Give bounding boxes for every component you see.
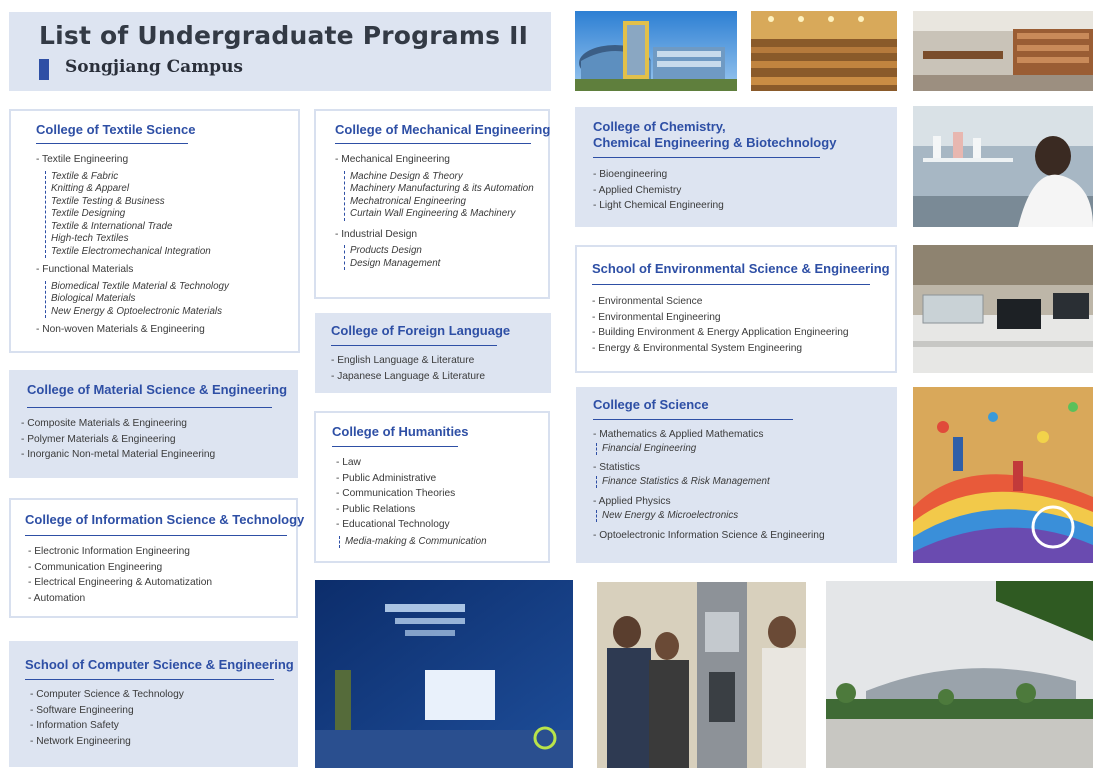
- program-list: [592, 294, 849, 356]
- major-item: - Building Environment & Energy Application Engineering: [592, 327, 849, 338]
- sub-list: [45, 171, 229, 259]
- title-underline: [331, 345, 497, 346]
- major-item: - Environmental Science: [592, 296, 703, 307]
- card-title: College of Foreign Language: [331, 323, 511, 338]
- sub-list: [596, 510, 825, 523]
- program-list: [30, 687, 184, 749]
- sub-item: Biological Materials: [51, 293, 136, 304]
- title-underline: [335, 143, 531, 144]
- accent-bar: [39, 59, 49, 80]
- program-list: [593, 167, 724, 214]
- program-list: [36, 152, 229, 338]
- major-item: - Communication Theories: [336, 488, 456, 499]
- program-list: [331, 353, 485, 384]
- sub-list: [596, 476, 825, 489]
- sub-item: Knitting & Apparel: [51, 183, 130, 194]
- sub-item: Mechatronical Engineering: [350, 195, 466, 207]
- card-title-line2: Chemical Engineering & Biotechnology: [593, 135, 837, 150]
- photo-campus-stadium: [826, 581, 1093, 768]
- sub-item: Media-making & Communication: [345, 535, 487, 547]
- sub-item: Financial Engineering: [602, 442, 697, 454]
- major-item: - Bioengineering: [593, 169, 668, 180]
- card-title: College of Material Science & Engineering: [27, 382, 288, 397]
- title-underline: [27, 407, 272, 408]
- sub-item: Design Management: [350, 257, 441, 269]
- sub-item: High-tech Textiles: [51, 233, 129, 244]
- sub-item: Products Design: [350, 245, 422, 256]
- page-title: List of Undergraduate Programs II: [39, 21, 529, 50]
- sub-item: Textile & Fabric: [51, 170, 119, 182]
- major-item: - Public Relations: [336, 503, 416, 515]
- sub-item: New Energy & Optoelectronic Materials: [51, 305, 222, 317]
- sub-item: Biomedical Textile Material & Technology: [51, 280, 229, 292]
- major-item: - Electrical Engineering & Automatization: [28, 577, 213, 588]
- photo-computer-lab: [913, 245, 1093, 373]
- card-title: College of Humanities: [332, 424, 469, 439]
- major-item: - Functional Materials: [36, 264, 134, 275]
- sub-item: Machine Design & Theory: [350, 170, 463, 182]
- sub-list: [344, 245, 534, 270]
- title-underline: [25, 679, 274, 680]
- photo-exhibition-hall: [315, 580, 573, 768]
- title-underline: [593, 157, 820, 158]
- card-title: School of Computer Science & Engineering: [25, 657, 294, 672]
- major-item: - Energy & Environmental System Engineering: [592, 342, 803, 354]
- card-material-science: [9, 370, 298, 478]
- major-item: - Japanese Language & Literature: [331, 370, 486, 382]
- major-item: - Light Chemical Engineering: [593, 200, 724, 211]
- sub-item: Machinery Manufacturing & its Automation: [350, 183, 534, 194]
- photo-library-hall: [751, 11, 897, 91]
- major-item: - Computer Science & Technology: [30, 689, 184, 700]
- card-textile-science: [9, 109, 300, 353]
- card-computer-science: [9, 641, 298, 767]
- major-item: - English Language & Literature: [331, 355, 475, 366]
- photo-reading-room: [913, 11, 1093, 91]
- title-underline: [332, 446, 458, 447]
- card-title: College of Textile Science: [36, 122, 196, 137]
- sub-item: Textile Electromechanical Integration: [51, 245, 211, 257]
- major-item: - Textile Engineering: [36, 154, 129, 165]
- major-item: - Mechanical Engineering: [335, 154, 450, 165]
- major-item: - Polymer Materials & Engineering: [21, 433, 176, 445]
- major-item: - Software Engineering: [30, 704, 134, 716]
- major-item: - Environmental Engineering: [592, 311, 721, 323]
- sub-item: Textile & International Trade: [51, 220, 173, 232]
- card-information-science: [9, 498, 305, 618]
- sub-item: Curtain Wall Engineering & Machinery: [350, 208, 516, 219]
- major-item: - Composite Materials & Engineering: [21, 418, 187, 429]
- card-mechanical-engineering: [314, 109, 550, 299]
- campus-subtitle: Songjiang Campus: [65, 57, 244, 77]
- title-underline: [592, 284, 870, 285]
- photo-climbing-wall: [913, 387, 1093, 563]
- title-underline: [25, 535, 287, 536]
- major-item: - Mathematics & Applied Mathematics: [593, 429, 764, 440]
- major-item: - Public Administrative: [336, 472, 437, 484]
- major-item: - Network Engineering: [30, 735, 131, 747]
- major-item: - Statistics: [593, 462, 640, 473]
- sub-list: [339, 536, 487, 549]
- major-item: - Applied Chemistry: [593, 184, 682, 196]
- card-humanities: [314, 411, 550, 563]
- program-list: [28, 544, 212, 606]
- sub-item: Textile Testing & Business: [51, 195, 165, 207]
- card-title-line1: College of Chemistry,: [593, 119, 726, 134]
- photo-campus-building: [575, 11, 737, 91]
- title-underline: [36, 143, 188, 144]
- program-list: [335, 152, 534, 274]
- card-science: [576, 387, 897, 563]
- card-environmental-science: [575, 245, 897, 373]
- sub-list: [45, 281, 229, 319]
- card-chemistry: [575, 107, 897, 227]
- card-title: School of Environmental Science & Engineering: [592, 261, 890, 276]
- major-item: - Information Safety: [30, 720, 119, 731]
- program-list: [21, 416, 215, 463]
- major-item: - Inorganic Non-metal Material Engineering: [21, 449, 216, 460]
- major-item: - Industrial Design: [335, 228, 418, 240]
- sub-item: New Energy & Microelectronics: [602, 509, 739, 521]
- title-underline: [593, 419, 793, 420]
- card-foreign-language: [315, 313, 551, 393]
- major-item: - Optoelectronic Information Science & Engineering: [593, 530, 825, 541]
- major-item: - Applied Physics: [593, 496, 671, 507]
- sub-item: Finance Statistics & Risk Management: [602, 475, 770, 487]
- program-list: [336, 455, 487, 552]
- page-header: [9, 12, 551, 91]
- photo-chemistry-lab: [913, 106, 1093, 227]
- major-item: - Communication Engineering: [28, 561, 163, 573]
- sub-list: [344, 171, 534, 221]
- sub-list: [596, 443, 825, 456]
- card-title: College of Mechanical Engineering: [335, 122, 551, 137]
- major-item: - Educational Technology: [336, 519, 450, 530]
- card-title: College of Information Science & Technology: [25, 512, 305, 527]
- sub-item: Textile Designing: [51, 208, 126, 219]
- major-item: - Law: [336, 457, 361, 468]
- major-item: - Electronic Information Engineering: [28, 546, 190, 557]
- photo-mechanical-lab: [597, 582, 806, 768]
- major-item: - Non-woven Materials & Engineering: [36, 324, 205, 335]
- card-title: College of Science: [593, 397, 709, 412]
- program-list: [593, 427, 825, 544]
- major-item: - Automation: [28, 592, 86, 604]
